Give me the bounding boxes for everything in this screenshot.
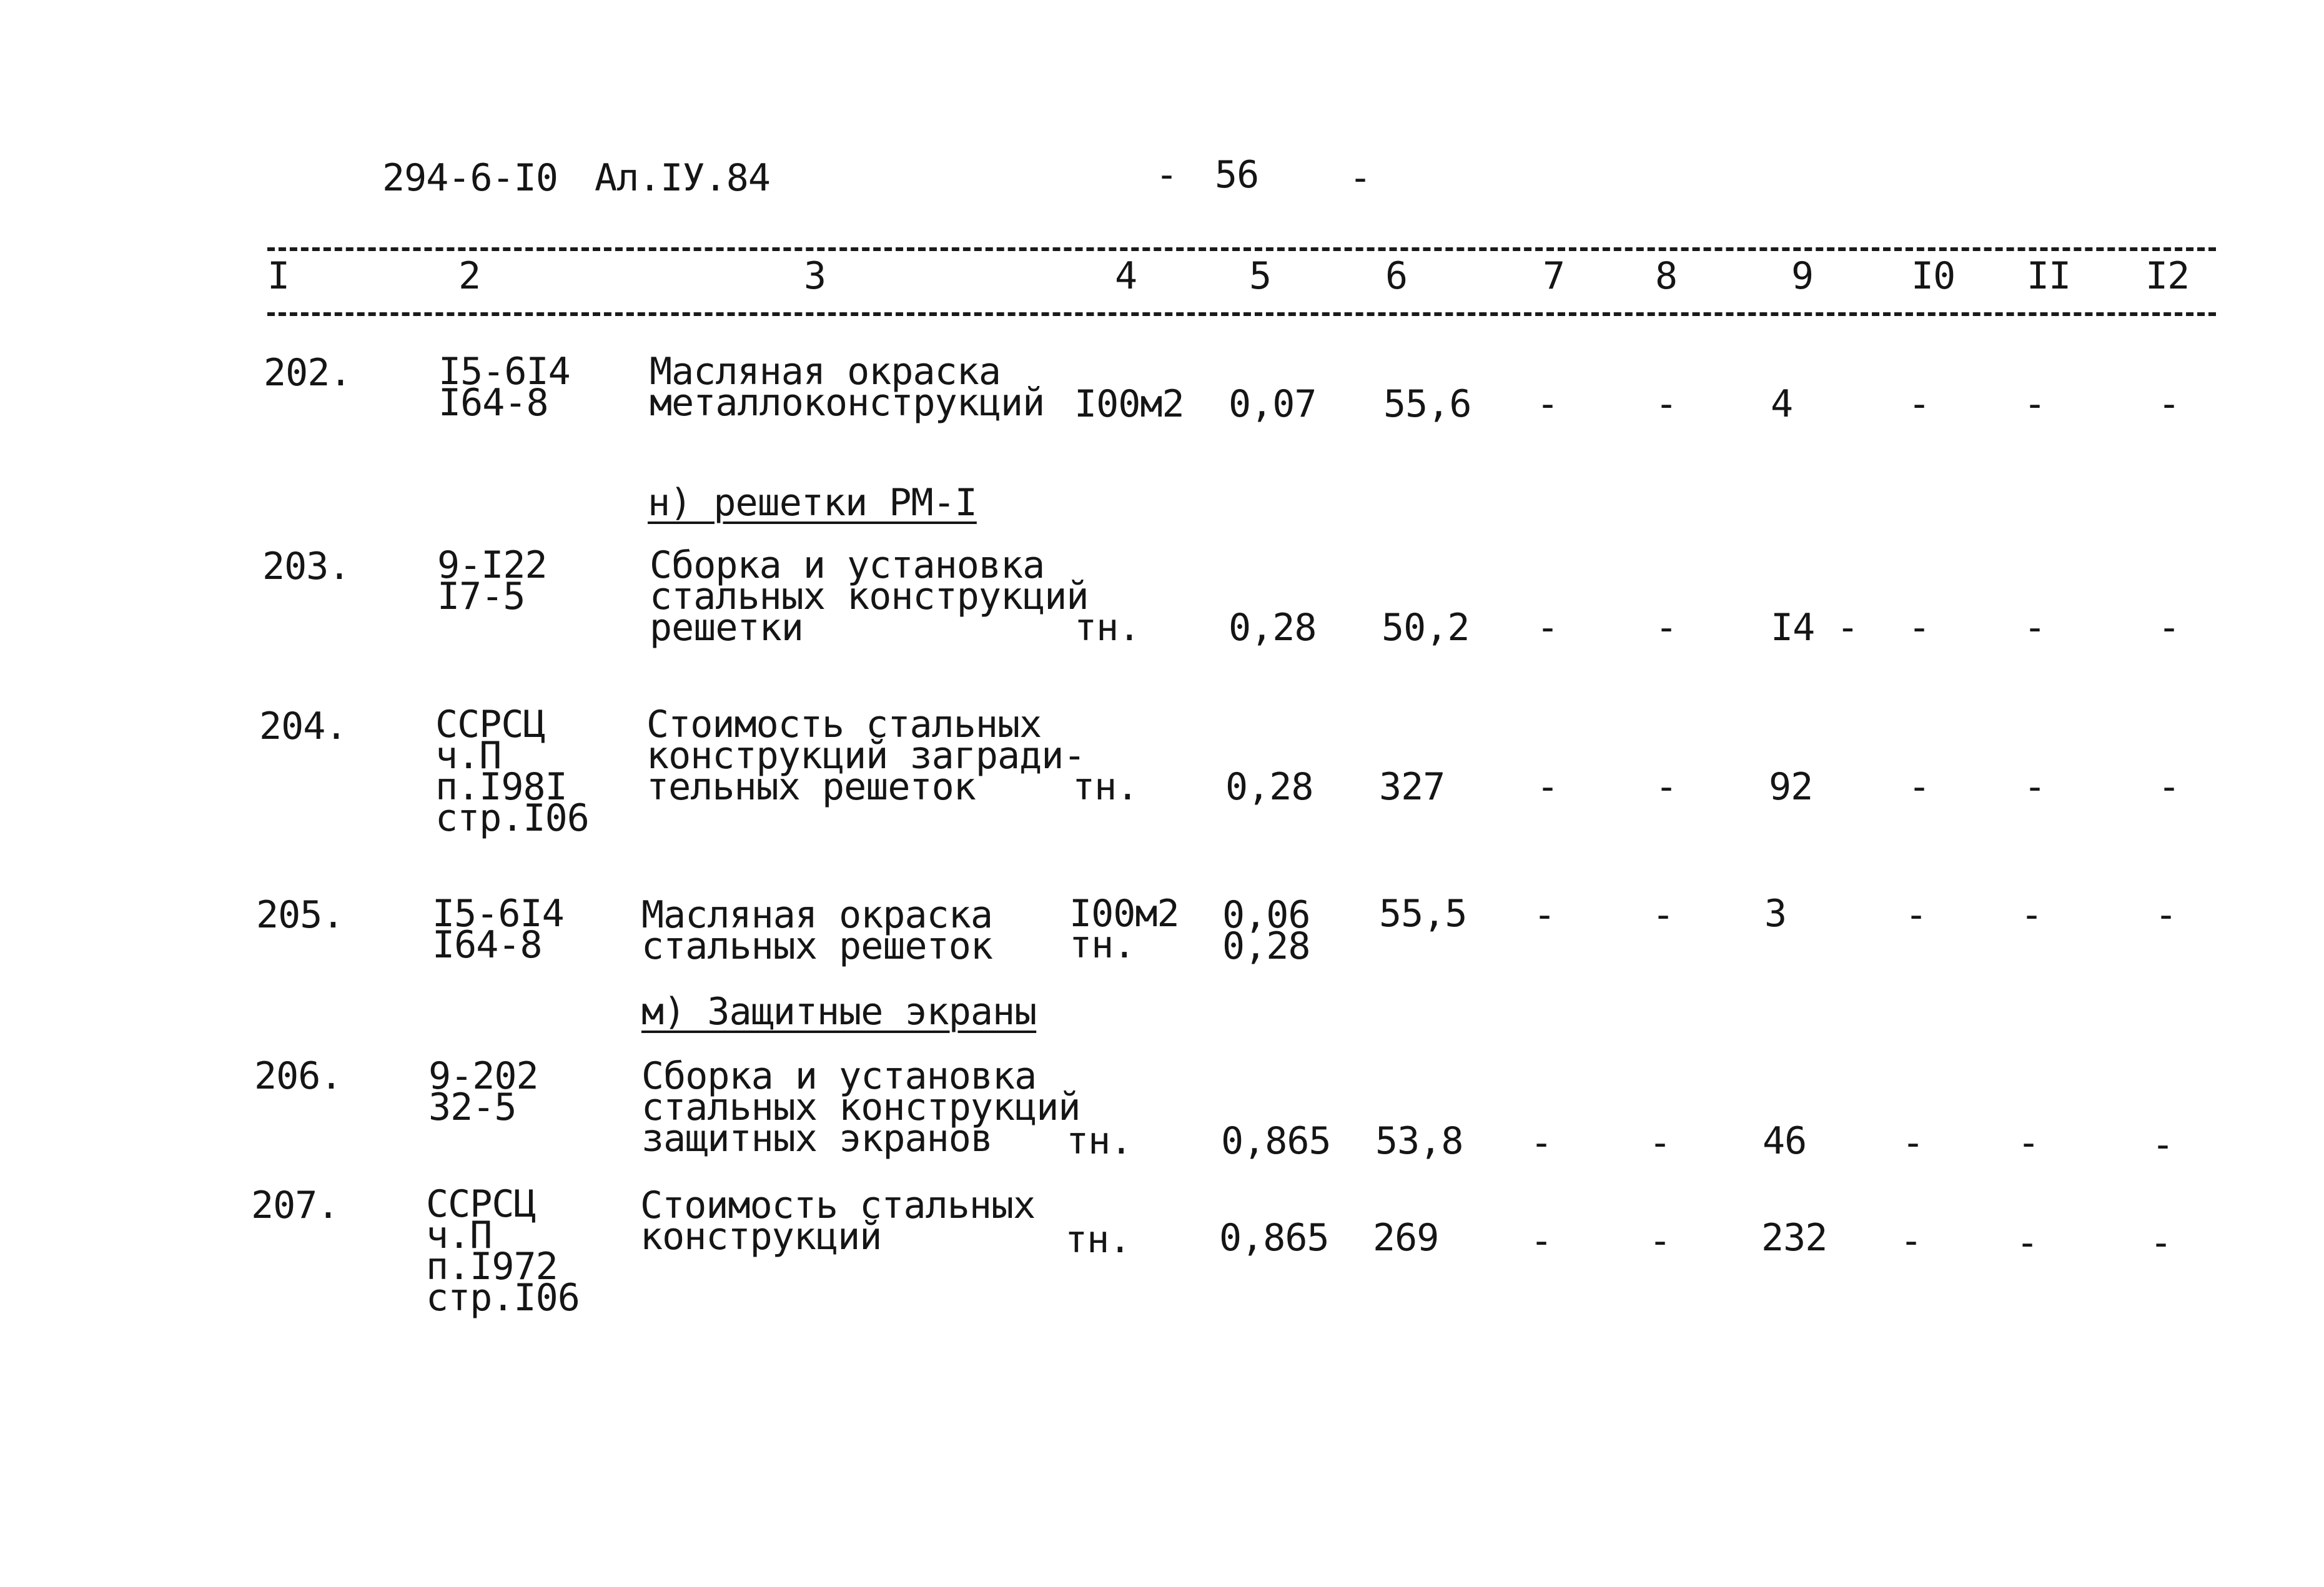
table-row-col9: I4 - bbox=[1771, 606, 1859, 650]
table-row-col10: - bbox=[1908, 606, 1931, 650]
table-row-col8: - bbox=[1649, 1219, 1671, 1263]
table-row-col6: 55,6 bbox=[1383, 382, 1471, 426]
table-row-qty: 0,865 bbox=[1219, 1216, 1329, 1260]
page-number: 56 bbox=[1215, 153, 1259, 197]
table-row-number: 204. bbox=[259, 705, 347, 748]
table-row-col6: 269 bbox=[1373, 1216, 1439, 1260]
table-row-col10: - bbox=[1900, 1219, 1922, 1263]
table-row-unit: I00м2 тн. bbox=[1069, 892, 1179, 967]
table-row-name: Стоимость стальных конструкций загради- тельных решеток bbox=[646, 703, 1085, 809]
col-header-8: 8 bbox=[1655, 254, 1678, 298]
table-row-code: I5-6I4 I64-8 bbox=[432, 892, 564, 967]
table-row-col8: - bbox=[1649, 1121, 1671, 1165]
col-header-4: 4 bbox=[1115, 254, 1137, 298]
table-row-col10: - bbox=[1902, 1121, 1924, 1165]
table-row-qty: 0,07 bbox=[1229, 382, 1317, 426]
table-row-number: 207. bbox=[251, 1184, 339, 1227]
table-row-col11: - bbox=[2016, 1221, 2039, 1265]
table-row-unit: I00м2 bbox=[1074, 382, 1184, 426]
table-row-col6: 327 bbox=[1379, 765, 1445, 809]
table-row-col10: - bbox=[1908, 765, 1931, 809]
col-header-3: 3 bbox=[804, 254, 826, 298]
section-heading: м) Защитные экраны bbox=[641, 990, 1037, 1034]
table-row-qty: 0,28 bbox=[1229, 606, 1317, 650]
table-row-name: Сборка и установка стальных конструкций решетки bbox=[650, 543, 1089, 650]
table-row-number: 205. bbox=[256, 893, 344, 937]
table-row-col11: - bbox=[2024, 606, 2046, 650]
table-row-col12: - bbox=[2158, 382, 2180, 426]
table-row-col9: 4 bbox=[1771, 382, 1793, 426]
table-row-number: 202. bbox=[264, 351, 352, 395]
table-row-number: 206. bbox=[254, 1054, 342, 1098]
table-row-code: ССРСЦ ч.П п.I98I стр.I06 bbox=[435, 703, 589, 840]
table-row-code: 9-202 32-5 bbox=[428, 1054, 538, 1129]
table-row-col6: 55,5 bbox=[1379, 892, 1467, 936]
table-row-name: Стоимость стальных конструкций bbox=[640, 1184, 1036, 1258]
table-row-col12: - bbox=[2158, 606, 2180, 650]
table-row-col8: - bbox=[1655, 606, 1678, 650]
table-row-col6: 53,8 bbox=[1375, 1119, 1463, 1163]
table-row-code: I5-6I4 I64-8 bbox=[438, 350, 570, 425]
col-header-5: 5 bbox=[1249, 254, 1272, 298]
table-row-col7: - bbox=[1536, 606, 1559, 650]
table-row-col11: - bbox=[2024, 382, 2046, 426]
table-row-col9: 232 bbox=[1761, 1216, 1827, 1260]
table-row-qty: 0,06 0,28 bbox=[1222, 893, 1310, 968]
table-row-col8: - bbox=[1655, 765, 1678, 809]
col-header-1: I bbox=[267, 254, 290, 298]
table-row-col7: - bbox=[1530, 1121, 1553, 1165]
table-row-col12: - bbox=[2152, 1123, 2174, 1167]
header-rule-bottom bbox=[267, 312, 2216, 316]
table-row-unit: тн. bbox=[1072, 765, 1139, 809]
table-row-col8: - bbox=[1652, 893, 1674, 937]
table-row-name: Сборка и установка стальных конструкций защитных экранов bbox=[641, 1054, 1080, 1160]
table-row-col12: - bbox=[2158, 765, 2180, 809]
table-row-unit: тн. bbox=[1074, 606, 1140, 650]
table-row-col10: - bbox=[1905, 893, 1927, 937]
table-row-unit: тн. bbox=[1066, 1119, 1132, 1163]
table-row-name: Масляная окраска металлоконструкций bbox=[650, 350, 1045, 425]
col-header-6: 6 bbox=[1385, 254, 1408, 298]
table-row-col11: - bbox=[2020, 893, 2043, 937]
table-row-col6: 50,2 bbox=[1382, 606, 1470, 650]
header-rule-top bbox=[267, 247, 2216, 251]
table-row-code: 9-I22 I7-5 bbox=[437, 543, 547, 618]
col-header-7: 7 bbox=[1543, 254, 1565, 298]
page-number-dash-left: - bbox=[1155, 153, 1178, 197]
table-row-name: Масляная окраска стальных решеток bbox=[641, 893, 992, 968]
table-row-col7: - bbox=[1530, 1219, 1553, 1263]
col-header-2: 2 bbox=[458, 254, 481, 298]
table-row-qty: 0,28 bbox=[1225, 765, 1313, 809]
table-row-col7: - bbox=[1536, 382, 1559, 426]
table-row-number: 203. bbox=[262, 545, 350, 588]
table-row-col9: 46 bbox=[1763, 1119, 1807, 1163]
table-row-col7: - bbox=[1533, 893, 1556, 937]
table-row-col12: - bbox=[2155, 893, 2177, 937]
col-header-9: 9 bbox=[1791, 254, 1814, 298]
col-header-10: I0 bbox=[1911, 254, 1956, 298]
table-row-col7: - bbox=[1536, 765, 1559, 809]
table-row-col8: - bbox=[1655, 382, 1678, 426]
table-row-qty: 0,865 bbox=[1221, 1119, 1331, 1163]
col-header-11: II bbox=[2027, 254, 2071, 298]
album-ref: Ал.IУ.84 bbox=[595, 156, 770, 200]
table-row-col12: - bbox=[2150, 1221, 2172, 1265]
table-row-col10: - bbox=[1908, 382, 1931, 426]
page-number-dash-right: - bbox=[1349, 156, 1372, 200]
table-row-col11: - bbox=[2017, 1121, 2040, 1165]
doc-code: 294-6-I0 bbox=[382, 156, 558, 200]
table-row-code: ССРСЦ ч.П п.I972 стр.I06 bbox=[426, 1182, 580, 1320]
table-row-col9: 3 bbox=[1764, 892, 1787, 936]
table-row-col11: - bbox=[2024, 765, 2046, 809]
table-row-col9: 92 bbox=[1769, 765, 1813, 809]
section-heading: н) решетки РМ-I bbox=[648, 481, 977, 525]
col-header-12: I2 bbox=[2145, 254, 2190, 298]
table-row-unit: тн. bbox=[1065, 1218, 1131, 1262]
